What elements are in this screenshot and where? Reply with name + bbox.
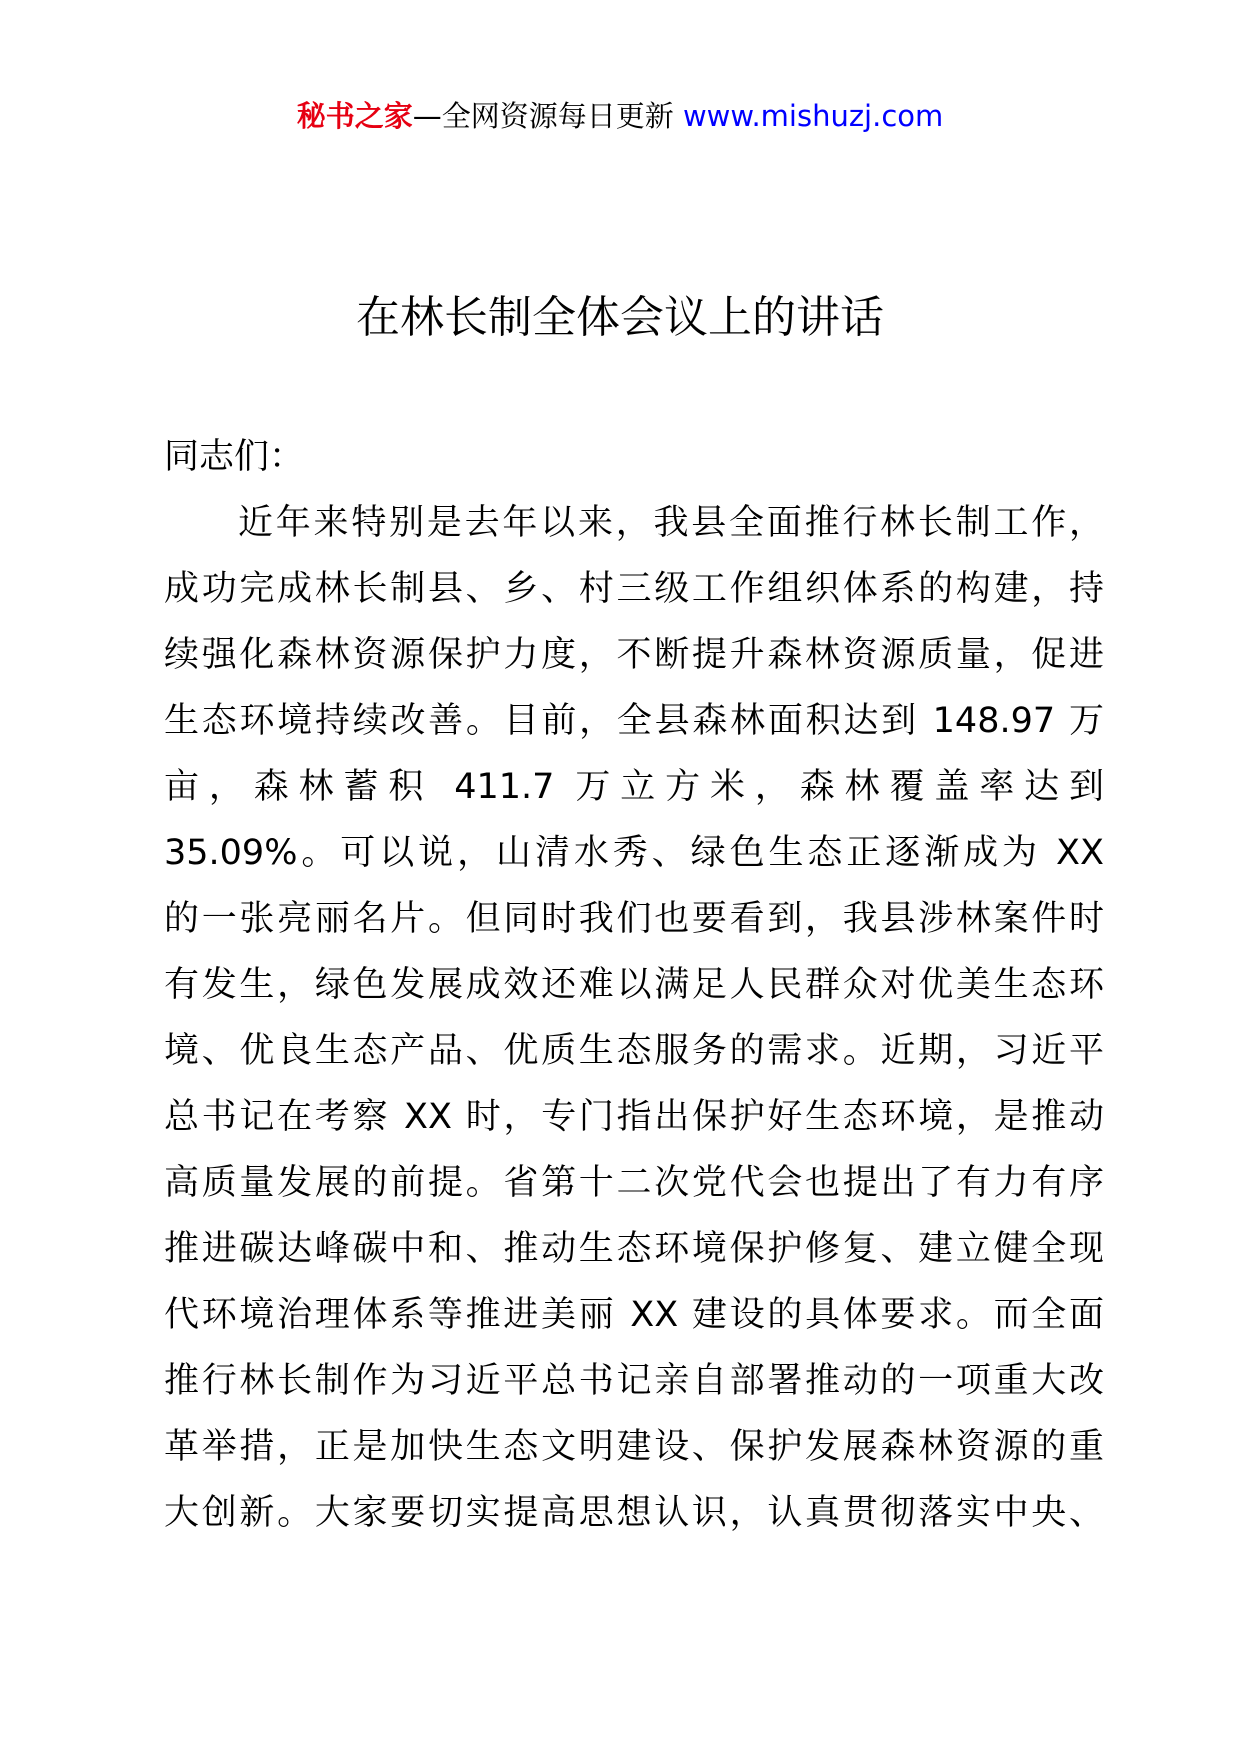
paragraph-line: 高质量发展的前提。省第十二次党代会也提出了有力有序 — [164, 1163, 1104, 1203]
salutation: 同志们： — [164, 437, 305, 477]
paragraph-line: 大创新。大家要切实提高思想认识，认真贯彻落实中央、 — [164, 1493, 1104, 1533]
paragraph-line: 续强化森林资源保护力度，不断提升森林资源质量，促进 — [164, 635, 1104, 675]
site-header — [0, 96, 1240, 136]
paragraph-line: 近年来特别是去年以来，我县全面推行林长制工作， — [238, 503, 1104, 543]
site-slogan: —全网资源每日更新 — [412, 99, 683, 133]
document-body — [164, 424, 1104, 1546]
paragraph-line: 代环境治理体系等推进美丽 XX 建设的具体要求。而全面 — [164, 1295, 1104, 1335]
paragraph-line: 革举措，正是加快生态文明建设、保护发展森林资源的重 — [164, 1427, 1104, 1467]
document-title: 在林长制全体会议上的讲话 — [356, 292, 884, 343]
paragraph-line: 境、优良生态产品、优质生态服务的需求。近期，习近平 — [164, 1031, 1104, 1071]
paragraph-line: 的一张亮丽名片。但同时我们也要看到，我县涉林案件时 — [164, 899, 1104, 939]
paragraph-line: 有发生，绿色发展成效还难以满足人民群众对优美生态环 — [164, 965, 1104, 1005]
paragraph-line: 成功完成林长制县、乡、村三级工作组织体系的构建，持 — [164, 569, 1104, 609]
paragraph-line: 推进碳达峰碳中和、推动生态环境保护修复、建立健全现 — [164, 1229, 1104, 1269]
site-url-link[interactable]: www.mishuzj.com — [682, 99, 944, 133]
paragraph-line: 35.09%。可以说，山清水秀、绿色生态正逐渐成为 XX — [164, 833, 1104, 873]
paragraph-line: 生态环境持续改善。目前，全县森林面积达到 148.97 万 — [164, 701, 1104, 741]
paragraph-line: 亩，森林蓄积 411.7 万立方米，森林覆盖率达到 — [164, 767, 1104, 807]
paragraph-line: 总书记在考察 XX 时，专门指出保护好生态环境，是推动 — [164, 1097, 1104, 1137]
paragraph-line: 推行林长制作为习近平总书记亲自部署推动的一项重大改 — [164, 1361, 1104, 1401]
brand-name: 秘书之家 — [296, 99, 413, 133]
